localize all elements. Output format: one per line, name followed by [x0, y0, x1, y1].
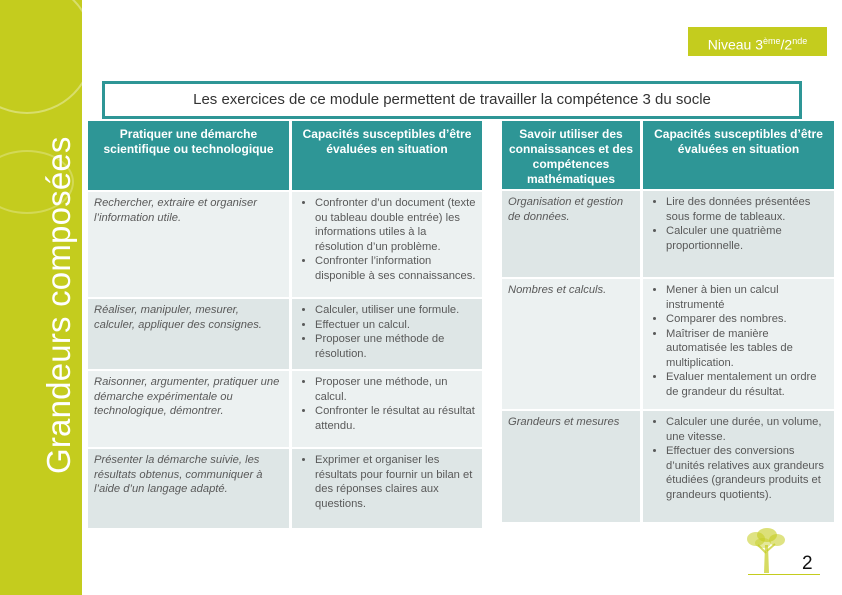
left-row-4-label: Présenter la démarche suivie, les résultats obtenus, communiquer à l’aide d’un langage adapté.: [88, 449, 289, 528]
left-table-header-2: Capacités susceptibles d’être évaluées en situation: [292, 121, 482, 190]
list-item: • Maîtriser de manière automatisée les tables de multiplication.: [666, 327, 828, 371]
left-row-3-label: Raisonner, argumenter, pratiquer une démarche expérimentale ou technologique, démontrer.: [88, 371, 289, 447]
page-number: 2: [802, 553, 813, 574]
sidebar-band: [0, 0, 82, 595]
list-item: • Effectuer des conversions d’unités relatives aux grandeurs étudiées (grandeurs produits et grandeurs quotients).: [666, 444, 828, 502]
right-row-3-items: [643, 411, 834, 522]
subtitle-box: Les exercices de ce module permettent de travailler la compétence 3 du socle: [102, 81, 802, 119]
level-sup-2: nde: [792, 36, 808, 46]
list-item: • Confronter d’un document (texte ou tableau double entrée) les informations utiles à la résolution d’un problème.: [315, 196, 476, 254]
list-item: • Mener à bien un calcul instrumenté: [666, 283, 828, 312]
left-row-2-label: Réaliser, manipuler, mesurer, calculer, appliquer des consignes.: [88, 299, 289, 369]
list-item: • Calculer une quatrième proportionnelle.: [666, 224, 828, 253]
list-item: • Calculer, utiliser une formule.: [315, 303, 476, 318]
list-item: • Calculer une durée, un volume, une vitesse.: [666, 415, 828, 444]
right-row-1-items: [643, 191, 834, 277]
left-row-4-items: [292, 449, 482, 528]
list-item: • Exprimer et organiser les résultats pour fournir un bilan et des réponses claires aux questions.: [315, 453, 476, 511]
tree-logo-icon: [738, 527, 796, 575]
level-prefix: Niveau 3: [707, 36, 764, 53]
list-item: • Evaluer mentalement un ordre de grandeur du résultat.: [666, 370, 828, 399]
level-badge: [688, 27, 827, 56]
right-row-1-label: Organisation et gestion de données.: [502, 191, 640, 277]
list-item: • Proposer une méthode, un calcul.: [315, 375, 476, 404]
list-item: • Comparer des nombres.: [666, 312, 828, 327]
list-item: • Confronter le résultat au résultat attendu.: [315, 404, 476, 433]
list-item: • Effectuer un calcul.: [315, 318, 476, 333]
right-row-3-label: Grandeurs et mesures: [502, 411, 640, 522]
list-item: • Confronter l’information disponible à ses connaissances.: [315, 254, 476, 283]
right-row-2-items: [643, 279, 834, 409]
module-title: Grandeurs composées: [40, 136, 77, 474]
right-row-2-label: Nombres et calculs.: [502, 279, 640, 409]
decorative-swirl: [0, 0, 82, 114]
left-row-1-label: Rechercher, extraire et organiser l’information utile.: [88, 192, 289, 297]
left-row-1-items: [292, 192, 482, 297]
left-row-2-items: [292, 299, 482, 369]
list-item: • Proposer une méthode de résolution.: [315, 332, 476, 361]
list-item: • Lire des données présentées sous forme de tableaux.: [666, 195, 828, 224]
right-table-header-2: Capacités susceptibles d’être évaluées en situation: [643, 121, 834, 189]
left-table-header-1: Pratiquer une démarche scientifique ou technologique: [88, 121, 289, 190]
level-separator: /2: [780, 36, 793, 53]
level-sup-1: ème: [763, 36, 781, 46]
left-row-3-items: [292, 371, 482, 447]
right-table-header-1: Savoir utiliser des connaissances et des compétences mathématiques: [502, 121, 640, 189]
